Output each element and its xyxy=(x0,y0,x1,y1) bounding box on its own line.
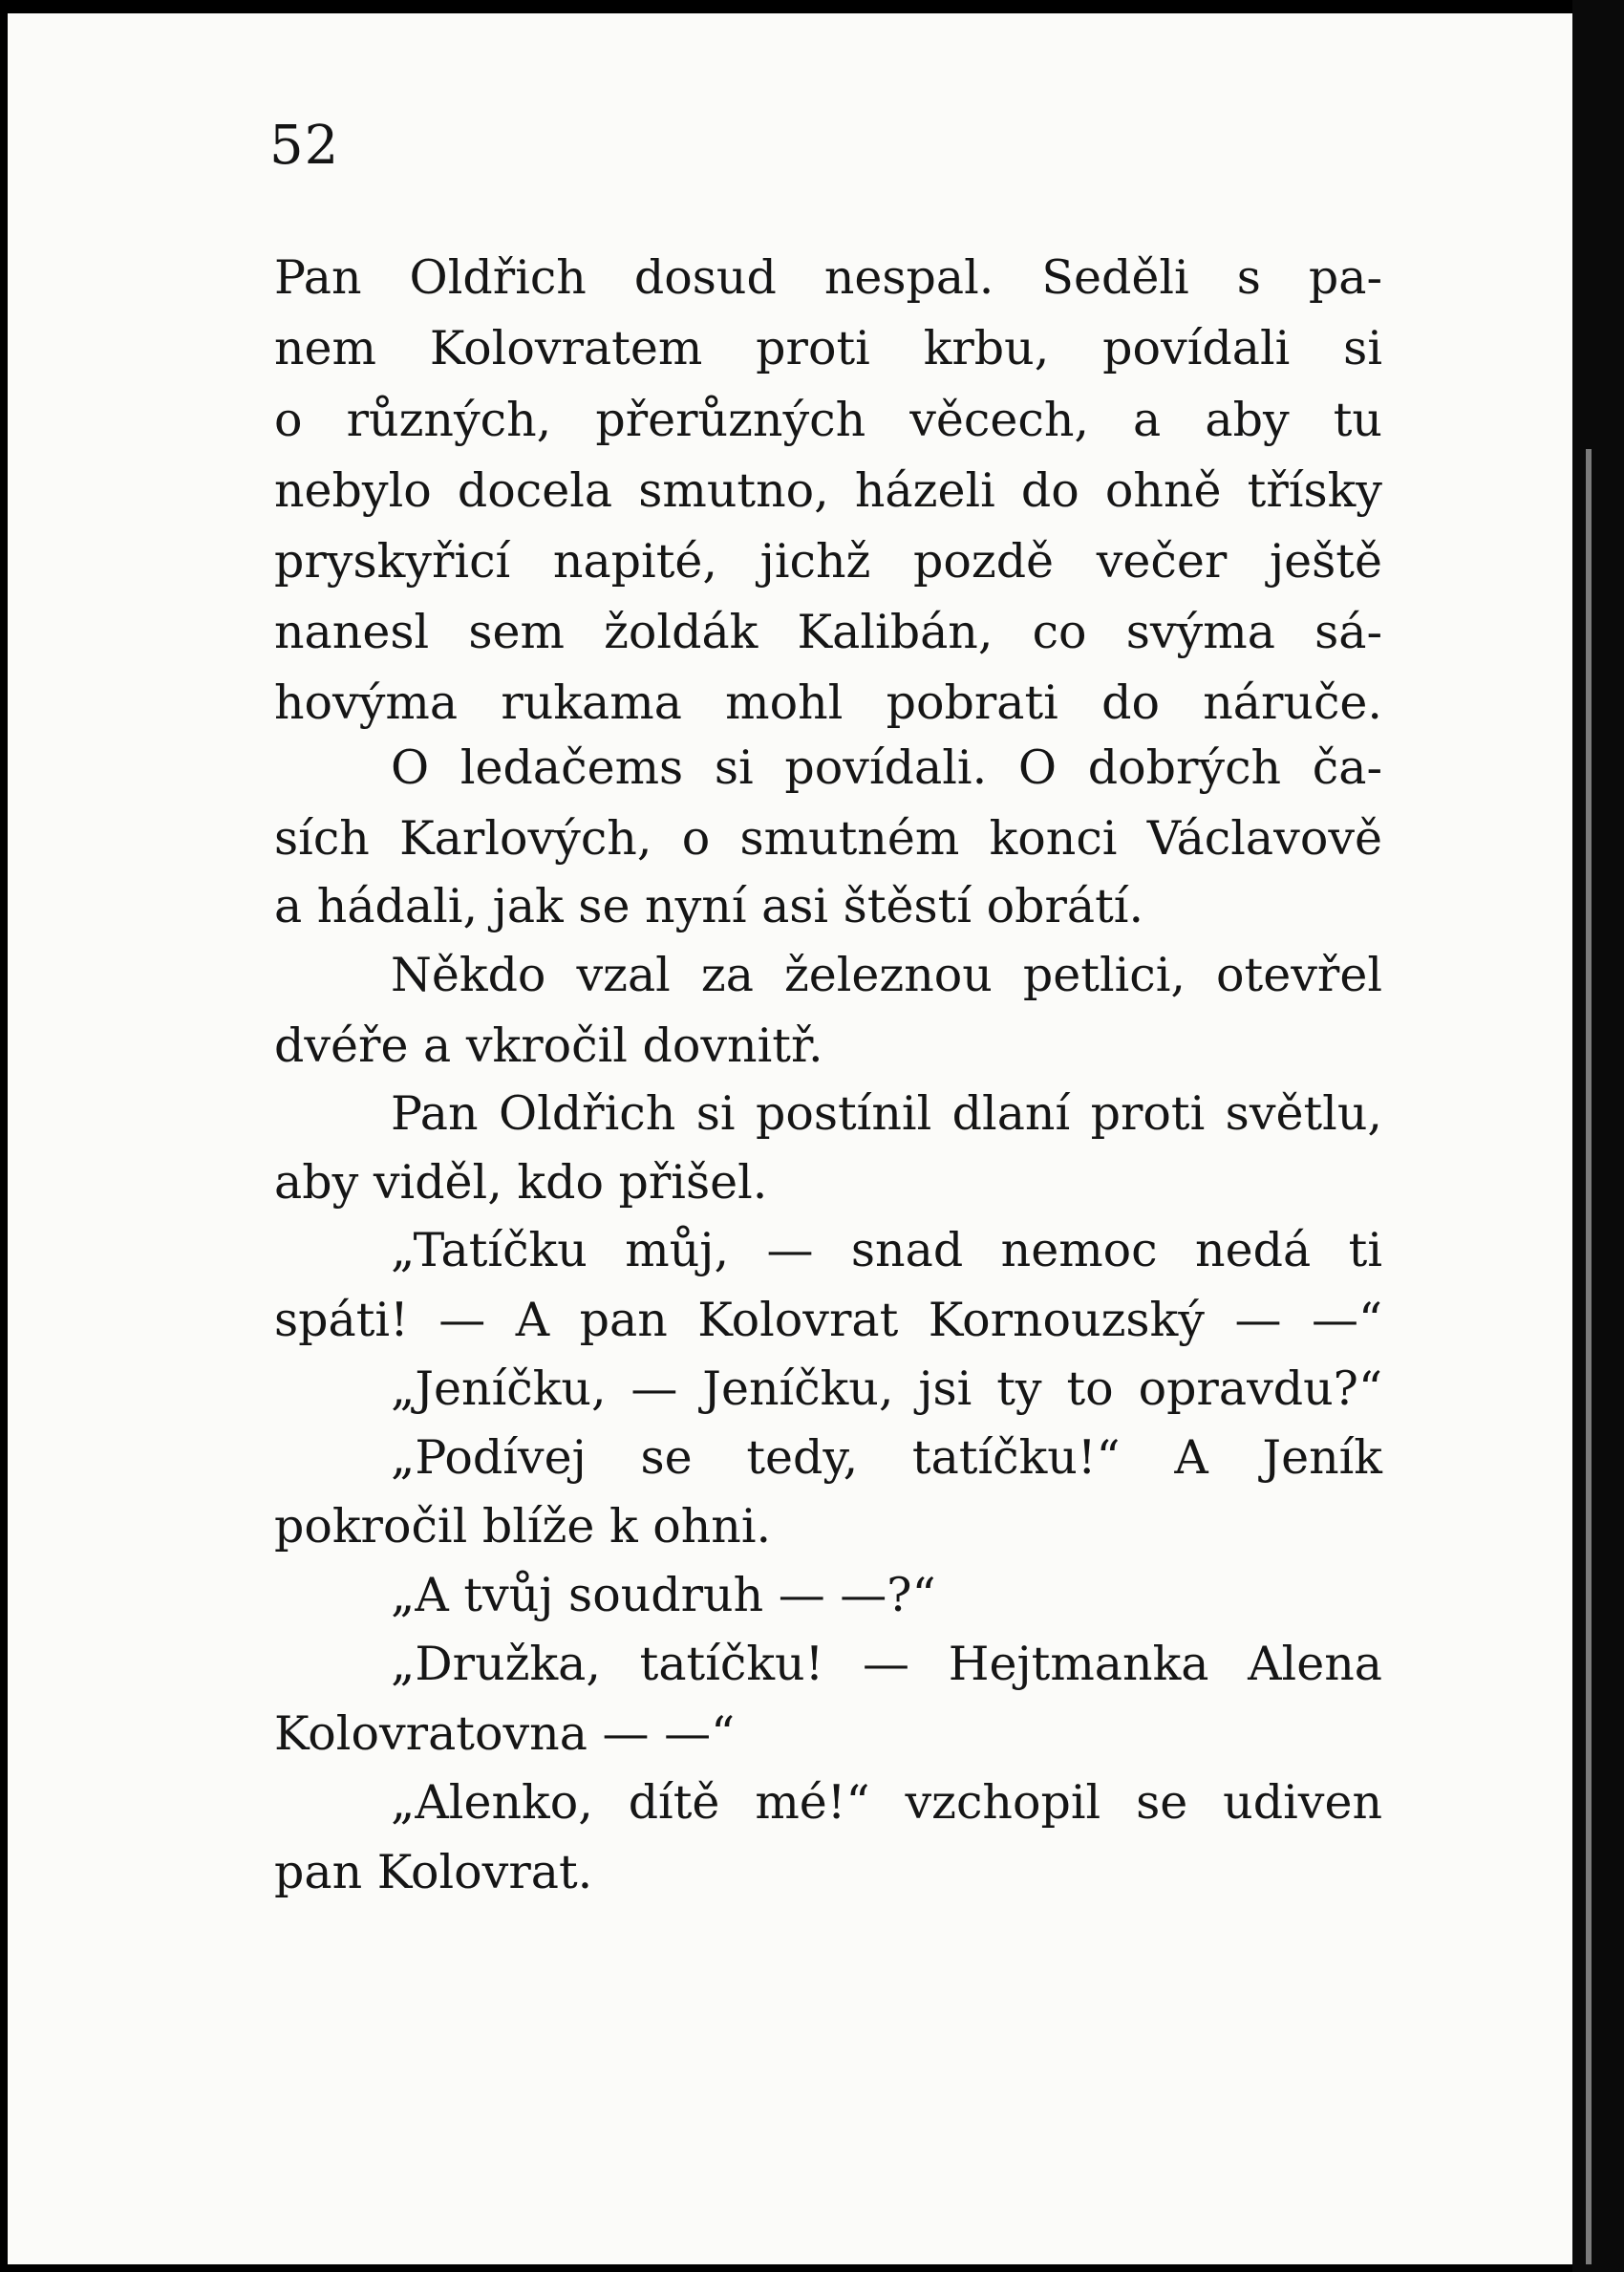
text-line: pokročil blíže k ohni. xyxy=(274,1499,772,1554)
text-line: Pan Oldřich dosud nespal. Seděli s pa- xyxy=(274,250,1382,305)
text-line: dvéře a vkročil dovnitř. xyxy=(274,1018,823,1073)
text-line: o různých, přerůzných věcech, a aby tu xyxy=(274,393,1382,447)
text-line: a hádali, jak se nyní asi štěstí obrátí. xyxy=(274,879,1144,933)
text-line: sích Karlových, o smutném konci Václavově xyxy=(274,811,1382,866)
text-line: „Podívej se tedy, tatíčku!“ A Jeník xyxy=(391,1430,1382,1485)
text-line: nebylo docela smutno, házeli do ohně třísky xyxy=(274,463,1382,518)
text-line: „Tatíčku můj, — snad nemoc nedá ti xyxy=(391,1223,1382,1277)
text-line: spáti! — A pan Kolovrat Kornouzský — —“ xyxy=(274,1293,1382,1347)
scan-edge xyxy=(1572,0,1624,2272)
page-edge-line xyxy=(1586,449,1592,2264)
text-line: O ledačems si povídali. O dobrých ča- xyxy=(391,740,1382,795)
text-line: nem Kolovratem proti krbu, povídali si xyxy=(274,321,1382,375)
text-line: „Jeníčku, — Jeníčku, jsi ty to opravdu?“ xyxy=(391,1361,1382,1416)
text-line: Někdo vzal za železnou petlici, otevřel xyxy=(391,948,1382,1002)
text-line: pryskyřicí napité, jichž pozdě večer ještě xyxy=(274,534,1382,589)
text-line: nanesl sem žoldák Kalibán, co svýma sá- xyxy=(274,605,1382,659)
text-line: „A tvůj soudruh — —?“ xyxy=(391,1568,936,1622)
text-line: hovýma rukama mohl pobrati do náruče. xyxy=(274,675,1382,730)
page-number: 52 xyxy=(269,115,340,177)
text-line: Pan Oldřich si postínil dlaní proti světlu, xyxy=(391,1086,1382,1141)
text-line: „Alenko, dítě mé!“ vzchopil se udiven xyxy=(391,1775,1382,1830)
text-line: aby viděl, kdo přišel. xyxy=(274,1155,768,1210)
text-line: pan Kolovrat. xyxy=(274,1845,593,1899)
text-line: Kolovratovna — —“ xyxy=(274,1706,736,1761)
text-line: „Družka, tatíčku! — Hejtmanka Alena xyxy=(391,1637,1382,1691)
